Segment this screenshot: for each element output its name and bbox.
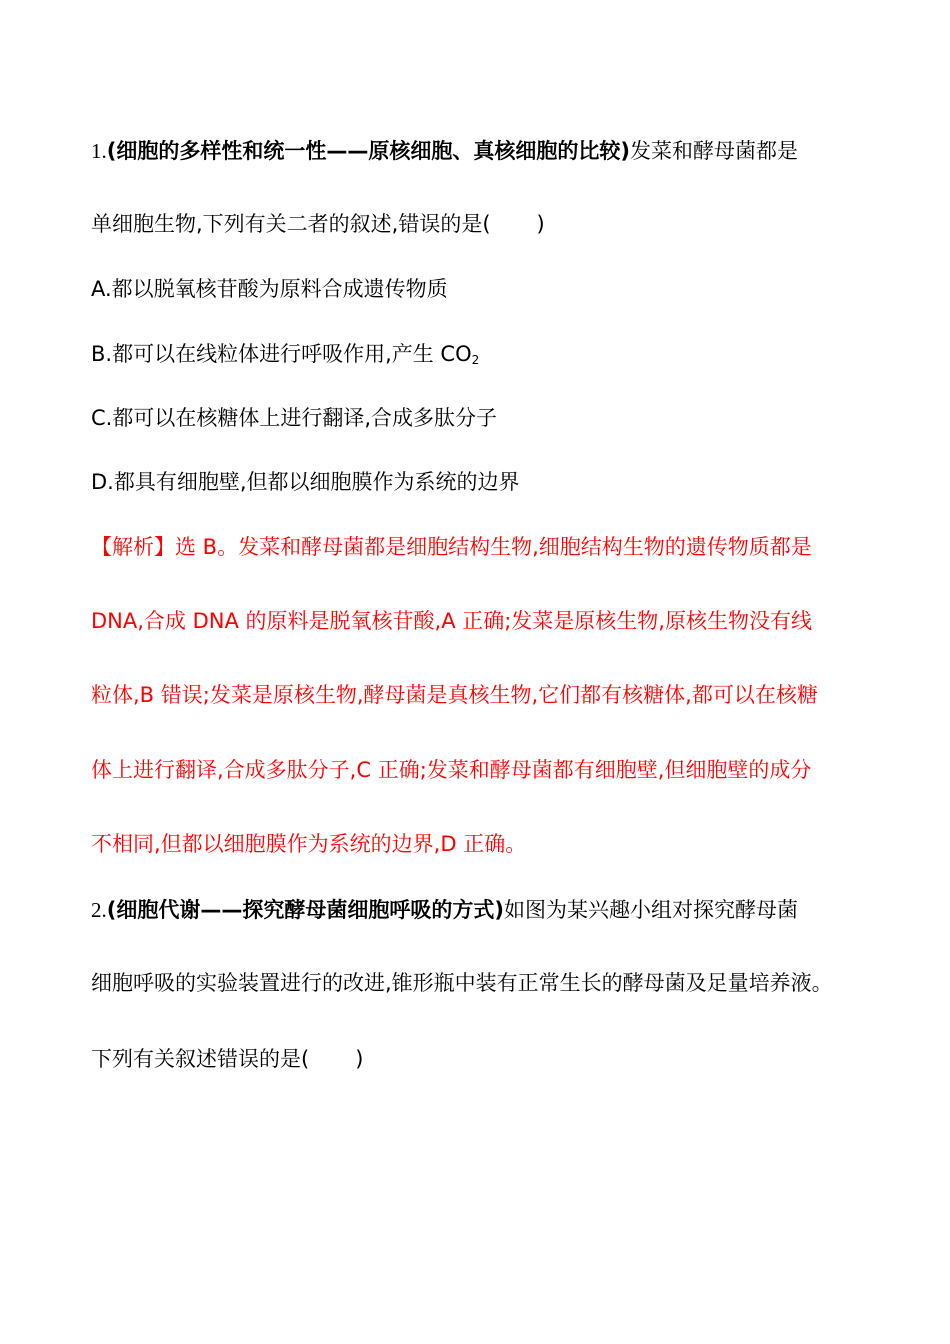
q2-stem-text-1: 如图为某兴趣小组对探究酵母菌 — [503, 898, 798, 922]
q1-stem-text-2: 单细胞生物,下列有关二者的叙述,错误的是( — [91, 212, 491, 236]
q1-stem-close: ) — [536, 212, 545, 236]
q1-option-c — [91, 403, 497, 433]
q2-stem-close: ) — [355, 1047, 364, 1071]
q2-topic: (细胞代谢——探究酵母菌细胞呼吸的方式) — [106, 898, 504, 922]
q1-option-c-text: C.都可以在核糖体上进行翻译,合成多肽分子 — [91, 406, 498, 430]
q1-analysis-line-1: 【解析】选 B。发菜和酵母菌都是细胞结构生物,细胞结构生物的遗传物质都是 — [91, 535, 812, 559]
q1-number: 1. — [91, 139, 107, 163]
q1-topic: (细胞的多样性和统一性——原核细胞、真核细胞的比较) — [106, 139, 630, 163]
q2-stem-text-3: 下列有关叙述错误的是( — [91, 1047, 310, 1071]
q1-option-a-text: A.都以脱氧核苷酸为原料合成遗传物质 — [91, 277, 448, 301]
q1-option-a — [91, 274, 448, 304]
q1-stem-line-2 — [91, 209, 545, 239]
q1-option-b-subscript: 2 — [471, 353, 480, 367]
q2-stem-line-3 — [91, 1044, 363, 1074]
q1-stem-line-1 — [91, 136, 798, 166]
q1-analysis-line-4: 体上进行翻译,合成多肽分子,C 正确;发菜和酵母菌都有细胞壁,但细胞壁的成分 — [91, 758, 812, 782]
q2-stem-line-2 — [91, 968, 833, 998]
q2-stem-line-1 — [91, 895, 798, 925]
q1-option-d-text: D.都具有细胞壁,但都以细胞膜作为系统的边界 — [91, 470, 520, 494]
q1-analysis-line-5: 不相同,但都以细胞膜作为系统的边界,D 正确。 — [91, 832, 527, 856]
q1-analysis-line-2: DNA,合成 DNA 的原料是脱氧核苷酸,A 正确;发菜是原核生物,原核生物没有线 — [91, 609, 812, 633]
q1-analysis-line-3: 粒体,B 错误;发菜是原核生物,酵母菌是真核生物,它们都有核糖体,都可以在核糖 — [91, 683, 818, 707]
q1-stem-text-1: 发菜和酵母菌都是 — [629, 139, 798, 163]
q2-stem-text-2: 细胞呼吸的实验装置进行的改进,锥形瓶中装有正常生长的酵母菌及足量培养液。 — [91, 971, 833, 995]
q1-option-d — [91, 467, 520, 497]
q1-option-b-text: B.都可以在线粒体进行呼吸作用,产生 CO — [91, 342, 472, 366]
q2-number: 2. — [91, 898, 107, 922]
q1-option-b — [91, 339, 479, 369]
